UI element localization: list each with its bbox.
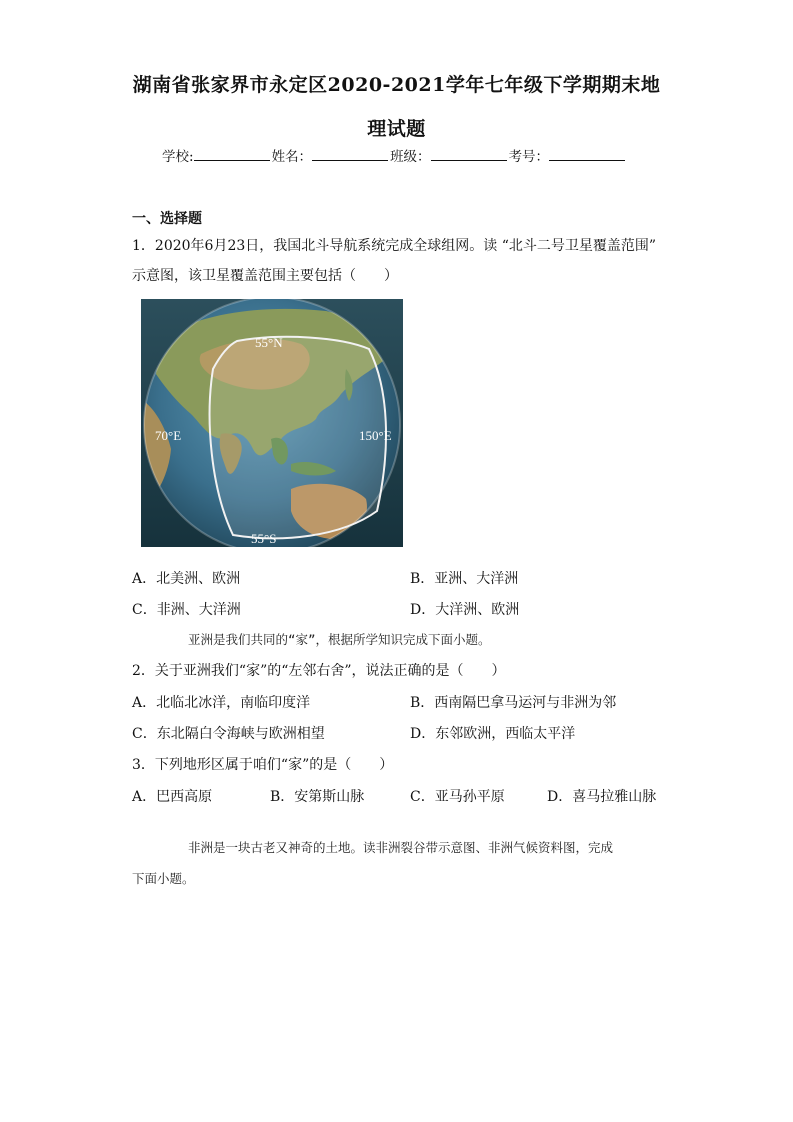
school-field[interactable] <box>194 145 270 161</box>
name-field[interactable] <box>312 145 388 161</box>
section-title: 一、选择题 <box>132 211 202 227</box>
q3-option-b[interactable]: B．安第斯山脉 <box>270 789 365 805</box>
q1-stem-line2: 示意图，该卫星覆盖范围主要包括（ ） <box>132 268 398 284</box>
class-field[interactable] <box>431 145 507 161</box>
q1-option-c[interactable]: C．非洲、大洋洲 <box>132 602 241 618</box>
name-label: 姓名： <box>271 149 313 165</box>
q1-option-d[interactable]: D．大洋洲、欧洲 <box>410 602 520 618</box>
q1-option-b[interactable]: B．亚洲、大洋洲 <box>410 571 519 587</box>
q3-option-d[interactable]: D．喜马拉雅山脉 <box>547 789 657 805</box>
page-title-line2: 理试题 <box>367 118 426 140</box>
class-label: 班级： <box>390 149 431 165</box>
africa-intro-line1: 非洲是一块古老又神奇的土地。读非洲裂谷带示意图、非洲气候资料图，完成 <box>188 840 614 855</box>
q1-option-a[interactable]: A．北美洲、欧洲 <box>132 571 241 587</box>
q3-option-a[interactable]: A．巴西高原 <box>132 789 213 805</box>
q2-option-b[interactable]: B．西南隔巴拿马运河与非洲为邻 <box>410 695 617 711</box>
number-label: 考号： <box>508 149 550 165</box>
globe-illustration <box>141 299 403 547</box>
asia-intro: 亚洲是我们共同的“家”，根据所学知识完成下面小题。 <box>188 632 491 647</box>
africa-intro-line2: 下面小题。 <box>132 871 195 886</box>
q2-option-a[interactable]: A．北临北冰洋，南临印度洋 <box>132 695 311 711</box>
page-title: 湖南省张家界市永定区2020-2021学年七年级下学期期末地 <box>132 74 661 96</box>
q2-option-d[interactable]: D．东邻欧洲，西临太平洋 <box>410 726 576 742</box>
q2-option-c[interactable]: C．东北隔白令海峡与欧洲相望 <box>132 726 325 742</box>
q3-option-c[interactable]: C．亚马孙平原 <box>410 789 505 805</box>
student-info-line <box>162 145 627 165</box>
q3-stem: 3．下列地形区属于咱们“家”的是（ ） <box>132 757 394 773</box>
label-55n: 55°N <box>255 335 283 350</box>
number-field[interactable] <box>549 145 625 161</box>
label-70e: 70°E <box>155 428 182 443</box>
school-label: 学校: <box>162 149 194 165</box>
q2-stem: 2．关于亚洲我们“家”的“左邻右舍”，说法正确的是（ ） <box>132 663 506 679</box>
label-55s: 55°S <box>251 531 277 546</box>
label-150e: 150°E <box>359 428 392 443</box>
q1-stem-line1: 1．2020年6月23日，我国北斗导航系统完成全球组网。读 “北斗二号卫星覆盖范围” <box>132 238 657 254</box>
beidou-coverage-map <box>141 299 403 547</box>
